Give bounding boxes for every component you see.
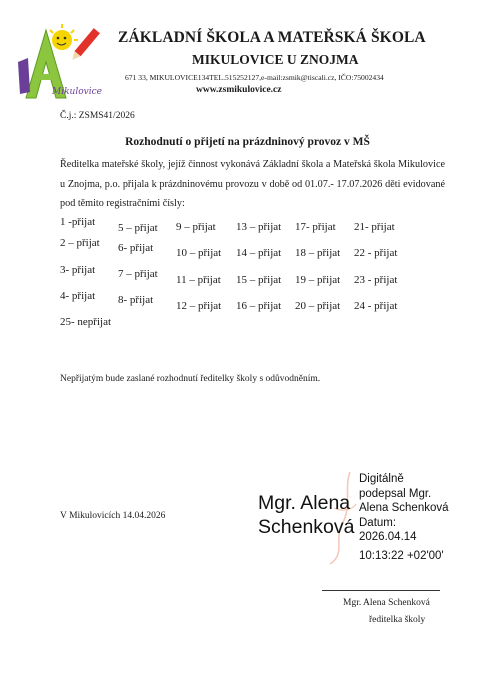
registration-item: 1 -přijat	[60, 216, 96, 228]
registration-item: 13 – přijat	[236, 221, 282, 233]
signature-line: Datum:	[359, 516, 397, 529]
registration-item: 6- přijat	[118, 242, 154, 254]
registration-item: 8- přijat	[118, 294, 154, 306]
reference-number: Č.j.: ZSMS41/2026	[60, 111, 135, 121]
intro-paragraph: Ředitelka mateřské školy, jejíž činnost vykonává Základní škola a Mateřská škola Mikulovice u Znojma, p.o. přijala k prázdninovému provozu v době od 01.07.- 17.07.2026 děti evidované pod těmito registračními čísly:	[60, 159, 445, 209]
registration-item: 11 – přijat	[176, 274, 221, 286]
place-and-date: V Mikulovicích 14.04.2026	[60, 511, 166, 521]
registration-item: 15 – přijat	[236, 274, 282, 286]
registration-item: 2 – přijat	[60, 237, 100, 249]
logo-text: Mikulovice	[52, 87, 102, 97]
registration-item: 21- přijat	[354, 221, 395, 233]
signer-role: ředitelka školy	[369, 615, 426, 625]
registration-item: 4- přijat	[60, 290, 96, 302]
registration-item: 19 – přijat	[295, 274, 341, 286]
registration-item: 14 – přijat	[236, 247, 282, 259]
registration-item: 10 – přijat	[176, 247, 222, 259]
signature-name: Mgr. Alena Schenková	[258, 492, 355, 538]
signature-line: 2026.04.14	[359, 531, 417, 543]
document-title: Rozhodnutí o přijetí na prázdninový provoz v MŠ	[125, 136, 370, 148]
digital-signature-details	[359, 472, 489, 563]
signature-line: podepsal Mgr.	[359, 487, 432, 500]
signature-rule	[322, 590, 440, 591]
registration-item: 23 - přijat	[354, 274, 398, 286]
signature-line: Digitálně	[359, 473, 404, 485]
signer-name: Mgr. Alena Schenková	[343, 598, 430, 608]
signature-line: Alena Schenková	[359, 502, 449, 514]
registration-item: 17- přijat	[295, 221, 336, 233]
school-website-link[interactable]: www.zsmikulovice.cz	[196, 85, 282, 95]
school-address: 671 33, MIKULOVICE134TEL.515252127,e-mail:zsmik@tiscali.cz, IČO:75002434	[125, 73, 384, 82]
registration-item: 24 - přijat	[354, 300, 398, 312]
registration-item: 3- přijat	[60, 264, 96, 276]
registration-item: 25- nepřijat	[60, 316, 112, 328]
registration-item: 20 – přijat	[295, 300, 341, 312]
signature-line: 10:13:22 +02'00'	[359, 549, 444, 562]
school-name: ZÁKLADNÍ ŠKOLA A MATEŘSKÁ ŠKOLA	[118, 29, 426, 46]
registration-item: 12 – přijat	[176, 300, 222, 312]
registration-item: 16 – přijat	[236, 300, 282, 312]
registration-item: 22 - přijat	[354, 247, 398, 259]
school-location: MIKULOVICE U ZNOJMA	[192, 52, 359, 67]
registration-item: 18 – přijat	[295, 247, 341, 259]
registration-item: 5 – přijat	[118, 222, 158, 234]
registration-item: 9 – přijat	[176, 221, 216, 233]
registration-item: 7 – přijat	[118, 268, 158, 280]
rejection-note: Nepřijatým bude zaslané rozhodnutí ředitelky školy s odůvodněním.	[60, 374, 321, 384]
school-logo	[18, 22, 102, 102]
